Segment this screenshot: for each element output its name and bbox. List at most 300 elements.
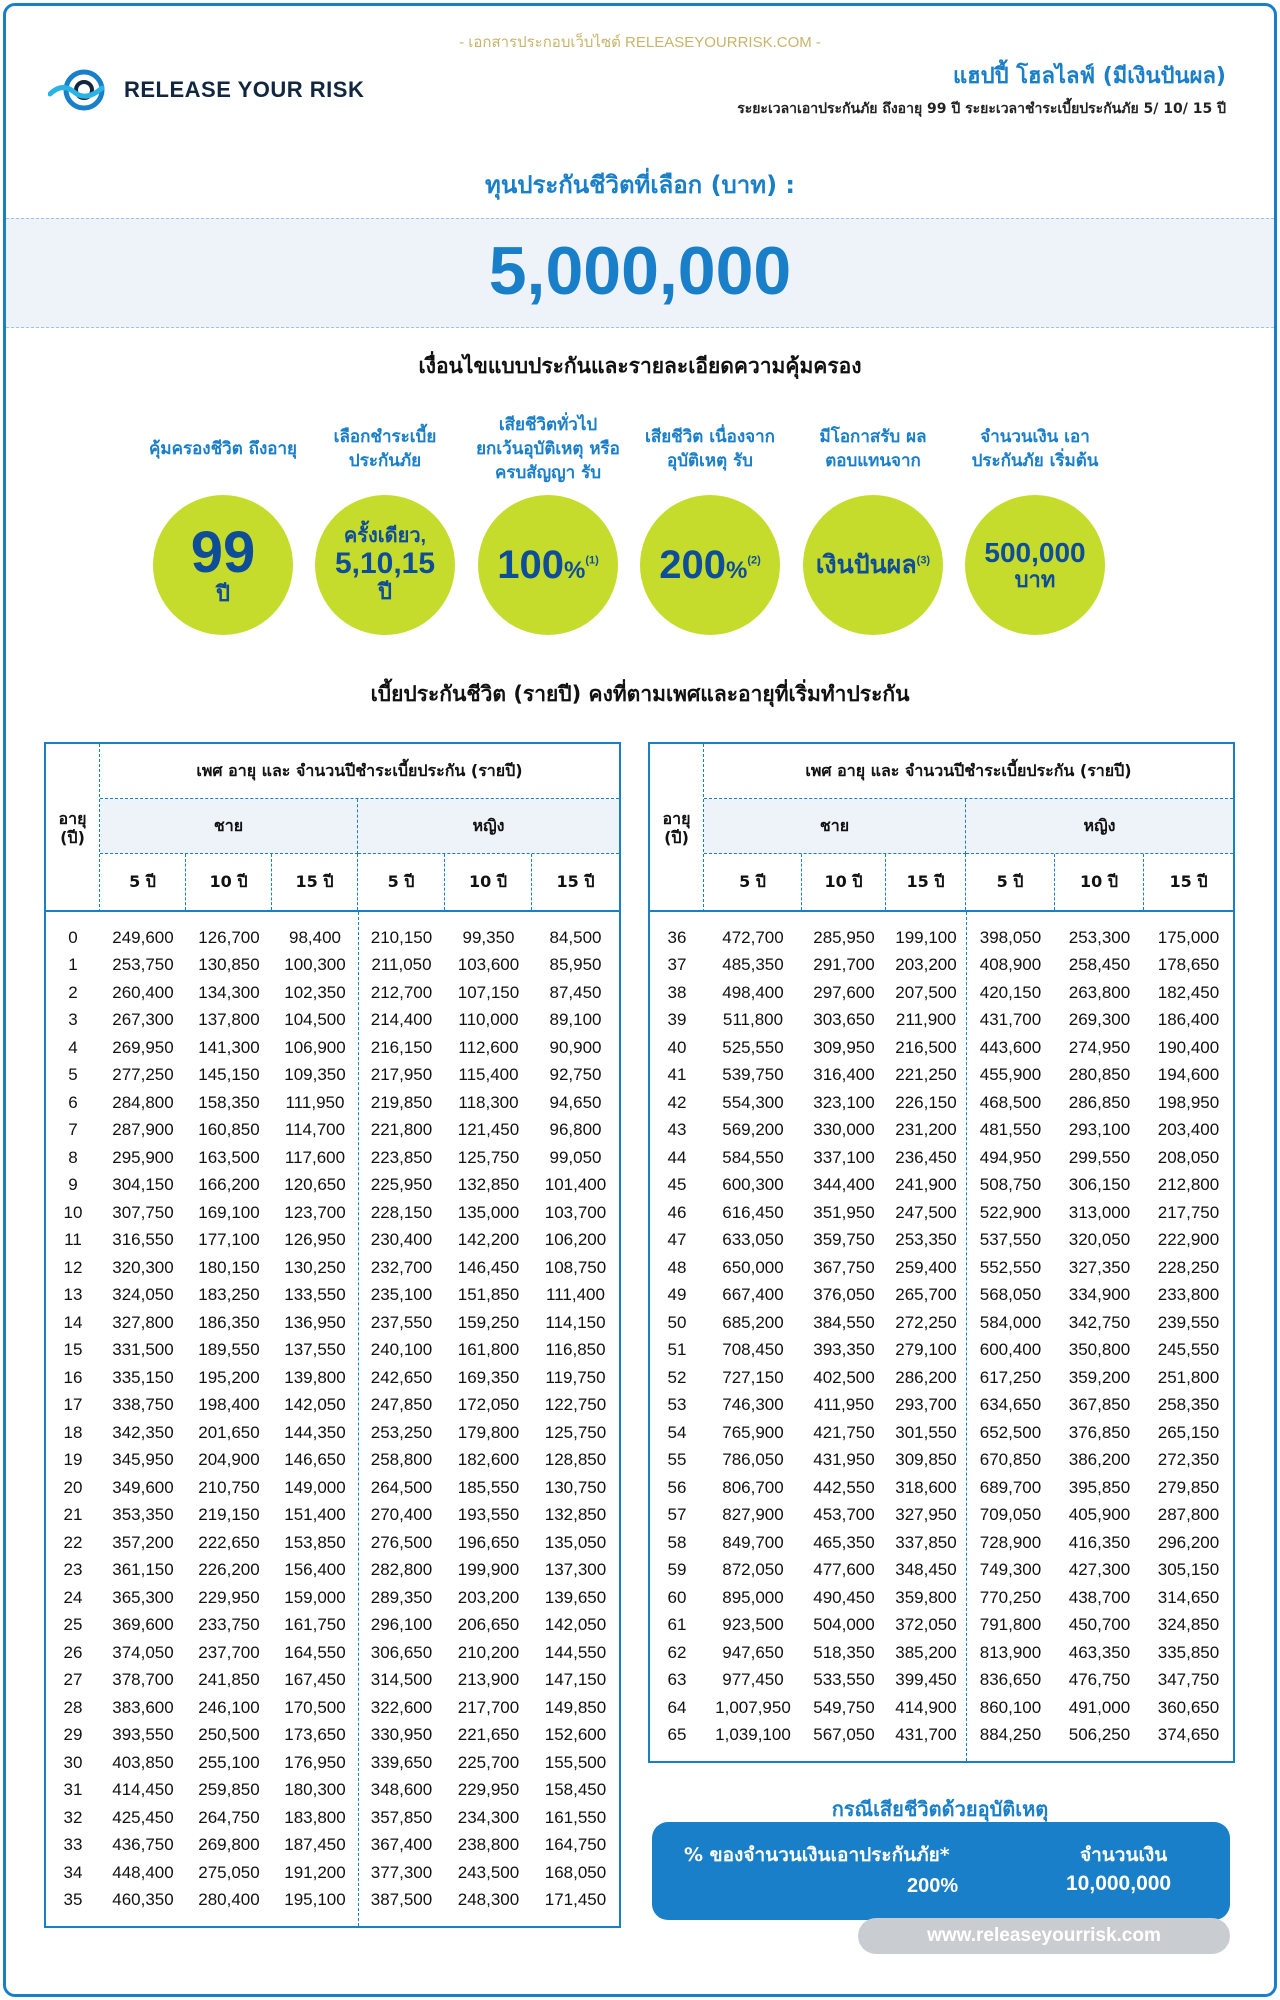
premium-cell: 253,750	[112, 955, 174, 975]
premium-cell: 269,800	[198, 1835, 260, 1855]
premium-cell: 130,250	[284, 1257, 346, 1277]
premium-cell: 357,850	[370, 1807, 433, 1827]
age-cell: 36	[667, 927, 687, 947]
premium-cell: 367,400	[370, 1835, 433, 1855]
premium-cell: 287,900	[112, 1120, 174, 1140]
premium-cell: 309,850	[895, 1450, 957, 1470]
premium-cell: 179,800	[457, 1422, 520, 1442]
premium-cell: 386,200	[1068, 1450, 1131, 1470]
premium-cell: 168,050	[544, 1862, 607, 1882]
premium-cell: 274,950	[1068, 1037, 1131, 1057]
premium-cell: 442,550	[813, 1477, 875, 1497]
premium-cell: 318,600	[895, 1477, 957, 1497]
table-row	[46, 1364, 619, 1392]
table-row	[650, 1474, 1233, 1502]
premium-cell: 569,200	[722, 1120, 784, 1140]
premium-cell: 121,450	[457, 1120, 520, 1140]
feature-label: เลือกชำระเบี้ย ประกันภัย	[333, 427, 437, 471]
feature-value: เงินปันผล$^{(3)}$	[815, 551, 931, 579]
premium-cell: 100,300	[284, 955, 346, 975]
term-header: 10 ปี	[186, 854, 272, 910]
age-cell: 19	[63, 1450, 83, 1470]
premium-cell: 203,200	[895, 955, 957, 975]
premium-cell: 436,750	[112, 1835, 174, 1855]
premium-cell: 103,600	[457, 955, 520, 975]
feature-label: จำนวนเงิน เอาประกันภัย เริ่มต้น	[971, 427, 1099, 471]
age-cell: 38	[667, 982, 687, 1002]
premium-cell: 791,800	[979, 1615, 1042, 1635]
premium-cell: 177,100	[198, 1230, 260, 1250]
table-row	[650, 1309, 1233, 1337]
age-cell: 48	[667, 1257, 687, 1277]
table-row	[650, 1584, 1233, 1612]
premium-cell: 126,700	[198, 927, 260, 947]
premium-cell: 106,900	[284, 1037, 346, 1057]
premium-cell: 125,750	[457, 1147, 520, 1167]
premium-cell: 144,350	[284, 1422, 346, 1442]
table-row	[650, 1694, 1233, 1722]
premium-cell: 132,850	[544, 1505, 607, 1525]
premium-cell: 539,750	[722, 1065, 784, 1085]
premium-cell: 376,850	[1068, 1422, 1131, 1442]
premium-cell: 251,800	[1157, 1367, 1220, 1387]
feature-unit: บาท	[1014, 567, 1056, 593]
premium-cell: 923,500	[722, 1615, 784, 1635]
accident-pct-value: 200%	[907, 1875, 959, 1897]
table-row	[650, 1089, 1233, 1117]
feature-value: 200%$^{(2)}$	[659, 543, 761, 587]
female-header: หญิง	[966, 799, 1233, 854]
premium-cell: 250,500	[198, 1725, 260, 1745]
male-header: ชาย	[100, 799, 358, 854]
premium-cell: 175,000	[1157, 927, 1220, 947]
premium-cell: 293,700	[895, 1395, 957, 1415]
premium-cell: 166,200	[198, 1175, 260, 1195]
premium-cell: 111,950	[285, 1092, 345, 1112]
premium-cell: 133,550	[284, 1285, 346, 1305]
table-row	[650, 1667, 1233, 1695]
premium-cell: 204,900	[198, 1450, 260, 1470]
premium-cell: 359,200	[1068, 1367, 1131, 1387]
table-row	[46, 1447, 619, 1475]
premium-cell: 248,300	[457, 1890, 520, 1910]
premium-cell: 130,850	[198, 955, 260, 975]
table-row	[46, 1667, 619, 1695]
premium-cell: 228,150	[370, 1202, 433, 1222]
age-cell: 21	[63, 1505, 83, 1525]
conditions-title: เงื่อนไขแบบประกันและรายละเอียดความคุ้มครอง	[418, 354, 862, 378]
premium-cell: 342,350	[112, 1422, 174, 1442]
table-row	[650, 1447, 1233, 1475]
premium-cell: 161,750	[284, 1615, 346, 1635]
premium-cell: 160,850	[198, 1120, 260, 1140]
premium-cell: 667,400	[722, 1285, 784, 1305]
feature-value: 100%$^{(1)}$	[497, 543, 599, 587]
age-cell: 29	[63, 1725, 83, 1745]
premium-cell: 338,750	[112, 1395, 174, 1415]
premium-cell: 297,600	[813, 982, 875, 1002]
premium-cell: 277,250	[112, 1065, 174, 1085]
age-cell: 28	[63, 1697, 83, 1717]
premium-cell: 369,600	[112, 1615, 174, 1635]
premium-cell: 114,150	[545, 1312, 606, 1332]
accident-box	[652, 1822, 1230, 1920]
premium-cell: 324,050	[112, 1285, 174, 1305]
premium-cell: 291,700	[813, 955, 875, 975]
premium-cell: 327,800	[112, 1312, 174, 1332]
premium-cell: 1,007,950	[715, 1697, 791, 1717]
premium-cell: 170,500	[284, 1697, 346, 1717]
premium-cell: 634,650	[979, 1395, 1042, 1415]
premium-cell: 387,500	[370, 1890, 433, 1910]
feature-label: เสียชีวิต เนื่องจาก อุบัติเหตุ รับ	[645, 427, 775, 471]
feature-label: คุ้มครองชีวิต ถึงอายุ	[149, 439, 297, 460]
premium-cell: 159,250	[457, 1312, 520, 1332]
premium-cell: 243,500	[457, 1862, 520, 1882]
premium-cell: 90,900	[549, 1037, 602, 1057]
feature-value: 500,000	[984, 536, 1086, 568]
age-cell: 13	[63, 1285, 83, 1305]
table-row	[46, 952, 619, 980]
premium-cell: 372,050	[895, 1615, 957, 1635]
premium-cell: 219,850	[370, 1092, 433, 1112]
premium-cell: 115,400	[458, 1065, 519, 1085]
age-cell: 33	[63, 1835, 83, 1855]
premium-cell: 320,300	[112, 1257, 174, 1277]
premium-cell: 670,850	[979, 1450, 1042, 1470]
premium-cell: 161,800	[457, 1340, 520, 1360]
premium-cell: 122,750	[544, 1395, 607, 1415]
age-cell: 34	[63, 1862, 83, 1882]
premium-cell: 233,750	[198, 1615, 260, 1635]
table-row	[46, 1502, 619, 1530]
premium-cell: 151,850	[457, 1285, 520, 1305]
feature-dividend	[798, 405, 948, 635]
table-row	[650, 1392, 1233, 1420]
premium-cell: 408,900	[979, 955, 1042, 975]
table-row	[650, 1282, 1233, 1310]
premium-cell: 231,200	[895, 1120, 957, 1140]
premium-cell: 99,350	[462, 927, 515, 947]
premium-cell: 269,300	[1068, 1010, 1131, 1030]
premium-cell: 253,300	[1068, 927, 1131, 947]
premium-cell: 182,450	[1157, 982, 1220, 1002]
premium-cell: 463,350	[1068, 1642, 1131, 1662]
premium-cell: 708,450	[722, 1340, 784, 1360]
premium-cell: 465,350	[813, 1532, 875, 1552]
premium-cell: 103,700	[544, 1202, 607, 1222]
sum-insured-value: 5,000,000	[488, 233, 792, 309]
premium-cell: 264,500	[370, 1477, 433, 1497]
term-header: 5 ปี	[966, 854, 1055, 910]
premium-cell: 765,900	[722, 1422, 784, 1442]
premium-cell: 203,400	[1157, 1120, 1220, 1140]
group-header: เพศ อายุ และ จำนวนปีชำระเบี้ยประกัน (รายปี)	[704, 744, 1233, 799]
premium-cell: 164,550	[284, 1642, 346, 1662]
age-cell: 44	[667, 1147, 687, 1167]
premium-cell: 270,400	[370, 1505, 433, 1525]
premium-cell: 247,500	[895, 1202, 957, 1222]
premium-cell: 164,750	[544, 1835, 607, 1855]
premium-cell: 584,000	[979, 1312, 1042, 1332]
premium-cell: 293,100	[1068, 1120, 1131, 1140]
table-row	[46, 1419, 619, 1447]
table-row	[46, 1584, 619, 1612]
premium-cell: 253,250	[370, 1422, 433, 1442]
accident-amount-value: 10,000,000	[1066, 1872, 1172, 1895]
table-row	[46, 1034, 619, 1062]
premium-cell: 477,600	[813, 1560, 875, 1580]
premium-cell: 431,700	[895, 1725, 957, 1745]
feature-unit: ปี	[378, 579, 392, 605]
premium-cell: 334,900	[1068, 1285, 1131, 1305]
premium-cell: 259,400	[895, 1257, 957, 1277]
age-cell: 43	[667, 1120, 687, 1140]
age-cell: 14	[63, 1312, 83, 1332]
premium-cell: 395,850	[1068, 1477, 1131, 1497]
premium-cell: 110,000	[458, 1010, 519, 1030]
premium-cell: 222,900	[1157, 1230, 1220, 1250]
premium-cell: 102,350	[284, 982, 346, 1002]
sum-insured-label: ทุนประกันชีวิตที่เลือก (บาท) :	[485, 171, 795, 199]
premium-cell: 114,700	[284, 1120, 346, 1140]
logo	[48, 68, 364, 112]
premium-cell: 146,650	[284, 1450, 346, 1470]
premium-cell: 323,100	[813, 1092, 875, 1112]
premium-cell: 522,900	[979, 1202, 1042, 1222]
premium-cell: 137,300	[544, 1560, 607, 1580]
premium-cell: 849,700	[722, 1532, 784, 1552]
premium-cell: 977,450	[722, 1670, 784, 1690]
premium-cell: 749,300	[979, 1560, 1042, 1580]
premium-cell: 142,050	[544, 1615, 607, 1635]
age-cell: 15	[63, 1340, 83, 1360]
premium-cell: 296,100	[370, 1615, 433, 1635]
premium-cell: 207,500	[895, 982, 957, 1002]
premium-cell: 135,000	[457, 1202, 520, 1222]
premium-cell: 187,450	[284, 1835, 346, 1855]
premium-cell: 104,500	[284, 1010, 346, 1030]
table-body	[46, 912, 619, 1914]
premium-cell: 182,600	[457, 1450, 520, 1470]
feature-label: เสียชีวิตทั่วไป ยกเว้นอุบัติเหตุ หรือ ครบสัญญา รับ	[476, 415, 620, 483]
age-cell: 35	[63, 1890, 83, 1910]
table-row	[650, 1117, 1233, 1145]
table-row	[650, 1007, 1233, 1035]
premium-cell: 167,450	[284, 1670, 346, 1690]
premium-cell: 316,400	[813, 1065, 875, 1085]
age-cell: 54	[667, 1422, 687, 1442]
premium-cell: 285,950	[813, 927, 875, 947]
age-cell: 51	[667, 1340, 687, 1360]
table-header	[46, 744, 619, 912]
table-row	[650, 1172, 1233, 1200]
premium-cell: 135,050	[544, 1532, 607, 1552]
premium-cell: 633,050	[722, 1230, 784, 1250]
table-row	[46, 1694, 619, 1722]
premium-cell: 348,450	[895, 1560, 957, 1580]
premium-cell: 335,150	[112, 1367, 174, 1387]
term-header: 5 ปี	[100, 854, 186, 910]
premium-cell: 259,850	[198, 1780, 260, 1800]
premium-cell: 314,500	[370, 1670, 433, 1690]
table-row	[46, 1282, 619, 1310]
premium-cell: 361,150	[112, 1560, 174, 1580]
age-cell: 63	[667, 1670, 687, 1690]
premium-cell: 193,550	[457, 1505, 520, 1525]
premium-cell: 198,950	[1157, 1092, 1220, 1112]
premium-cell: 142,200	[457, 1230, 520, 1250]
table-row	[650, 1062, 1233, 1090]
premium-cell: 229,950	[198, 1587, 260, 1607]
premium-cell: 518,350	[813, 1642, 875, 1662]
premium-cell: 947,650	[722, 1642, 784, 1662]
age-cell: 46	[667, 1202, 687, 1222]
premium-cell: 286,200	[895, 1367, 957, 1387]
premium-cell: 272,250	[895, 1312, 957, 1332]
age-cell: 32	[63, 1807, 83, 1827]
premium-cell: 137,800	[198, 1010, 260, 1030]
premium-cell: 232,700	[370, 1257, 433, 1277]
premium-cell: 385,200	[895, 1642, 957, 1662]
premium-cell: 367,850	[1068, 1395, 1131, 1415]
table-row	[650, 1639, 1233, 1667]
table-row	[46, 1474, 619, 1502]
premium-cell: 353,350	[112, 1505, 174, 1525]
table-row	[46, 1887, 619, 1915]
premium-cell: 169,100	[198, 1202, 260, 1222]
premium-cell: 217,950	[370, 1065, 433, 1085]
premium-cell: 276,500	[370, 1532, 433, 1552]
age-cell: 4	[68, 1037, 78, 1057]
premium-cell: 427,300	[1068, 1560, 1131, 1580]
premium-cell: 212,800	[1157, 1175, 1220, 1195]
premium-cell: 126,950	[284, 1230, 346, 1250]
premium-cell: 210,150	[370, 927, 433, 947]
feature-terms: 5,10,15	[334, 547, 436, 581]
table-row	[46, 1227, 619, 1255]
age-cell: 39	[667, 1010, 687, 1030]
premium-cell: 313,000	[1068, 1202, 1131, 1222]
website-link[interactable]: www.releaseyourrisk.com	[858, 1918, 1230, 1954]
premium-cell: 151,400	[284, 1505, 346, 1525]
premium-cell: 161,550	[544, 1807, 607, 1827]
premium-cell: 225,950	[370, 1175, 433, 1195]
premium-cell: 405,900	[1068, 1505, 1131, 1525]
accident-amount-label: จำนวนเงิน	[1080, 1844, 1168, 1866]
age-cell: 11	[64, 1230, 82, 1250]
premium-cell: 226,200	[198, 1560, 260, 1580]
premium-cell: 399,450	[895, 1670, 957, 1690]
premium-cell: 506,250	[1068, 1725, 1131, 1745]
premium-cell: 287,800	[1157, 1505, 1220, 1525]
premium-cell: 320,050	[1068, 1230, 1131, 1250]
premium-cell: 120,650	[284, 1175, 346, 1195]
premium-cell: 155,500	[544, 1752, 607, 1772]
male-header: ชาย	[704, 799, 966, 854]
age-cell: 60	[667, 1587, 687, 1607]
age-cell: 0	[68, 927, 78, 947]
premium-cell: 172,050	[457, 1395, 520, 1415]
premium-cell: 727,150	[722, 1367, 784, 1387]
premium-cell: 339,650	[370, 1752, 433, 1772]
premium-cell: 245,550	[1157, 1340, 1220, 1360]
premium-cell: 190,400	[1157, 1037, 1220, 1057]
premium-cell: 402,500	[813, 1367, 875, 1387]
premium-cell: 360,650	[1157, 1697, 1220, 1717]
term-header: 5 ปี	[704, 854, 802, 910]
premium-cell: 130,750	[544, 1477, 607, 1497]
table-row	[650, 1254, 1233, 1282]
premium-cell: 350,800	[1068, 1340, 1131, 1360]
term-header: 5 ปี	[358, 854, 445, 910]
premium-cell: 600,300	[722, 1175, 784, 1195]
premium-cell: 228,250	[1157, 1257, 1220, 1277]
age-cell: 56	[667, 1477, 687, 1497]
age-cell: 55	[667, 1450, 687, 1470]
premium-cell: 476,750	[1068, 1670, 1131, 1690]
premium-cell: 284,800	[112, 1092, 174, 1112]
premium-cell: 247,850	[370, 1395, 433, 1415]
premium-cell: 384,550	[813, 1312, 875, 1332]
premium-cell: 345,950	[112, 1450, 174, 1470]
age-cell: 25	[63, 1615, 83, 1635]
term-header: 15 ปี	[886, 854, 966, 910]
premium-cell: 411,950	[813, 1395, 875, 1415]
premium-cell: 309,950	[813, 1037, 875, 1057]
premium-cell: 443,600	[979, 1037, 1042, 1057]
premium-cell: 349,600	[112, 1477, 174, 1497]
table-row	[46, 1337, 619, 1365]
age-header: อายุ (ปี)	[650, 744, 704, 912]
premium-cell: 249,600	[112, 927, 174, 947]
age-cell: 9	[68, 1175, 78, 1195]
age-cell: 62	[667, 1642, 687, 1662]
premium-cell: 448,400	[112, 1862, 174, 1882]
premium-cell: 786,050	[722, 1450, 784, 1470]
premium-cell: 214,400	[370, 1010, 433, 1030]
premium-cell: 494,950	[979, 1147, 1042, 1167]
age-cell: 45	[667, 1175, 687, 1195]
table-row	[650, 1144, 1233, 1172]
age-cell: 7	[68, 1120, 78, 1140]
age-cell: 3	[68, 1010, 78, 1030]
premium-cell: 378,700	[112, 1670, 174, 1690]
premium-cell: 289,350	[370, 1587, 433, 1607]
premium-cell: 337,850	[895, 1532, 957, 1552]
table-row	[46, 1172, 619, 1200]
premium-cell: 159,000	[284, 1587, 346, 1607]
premium-cell: 195,200	[198, 1367, 260, 1387]
premium-cell: 234,300	[457, 1807, 520, 1827]
premium-cell: 111,400	[546, 1285, 605, 1305]
feature-circle	[153, 495, 293, 635]
age-cell: 64	[667, 1697, 687, 1717]
group-header: เพศ อายุ และ จำนวนปีชำระเบี้ยประกัน (รายปี)	[100, 744, 619, 799]
premium-cell: 107,150	[457, 982, 520, 1002]
premium-cell: 533,550	[813, 1670, 875, 1690]
age-cell: 40	[667, 1037, 687, 1057]
table-row	[46, 1254, 619, 1282]
age-cell: 50	[667, 1312, 687, 1332]
premium-cell: 116,850	[545, 1340, 606, 1360]
premium-cell: 210,200	[457, 1642, 520, 1662]
premium-cell: 425,450	[112, 1807, 174, 1827]
premium-cell: 414,450	[112, 1780, 174, 1800]
premium-cell: 96,800	[549, 1120, 602, 1140]
premium-cell: 92,750	[549, 1065, 602, 1085]
premium-cell: 296,200	[1157, 1532, 1220, 1552]
